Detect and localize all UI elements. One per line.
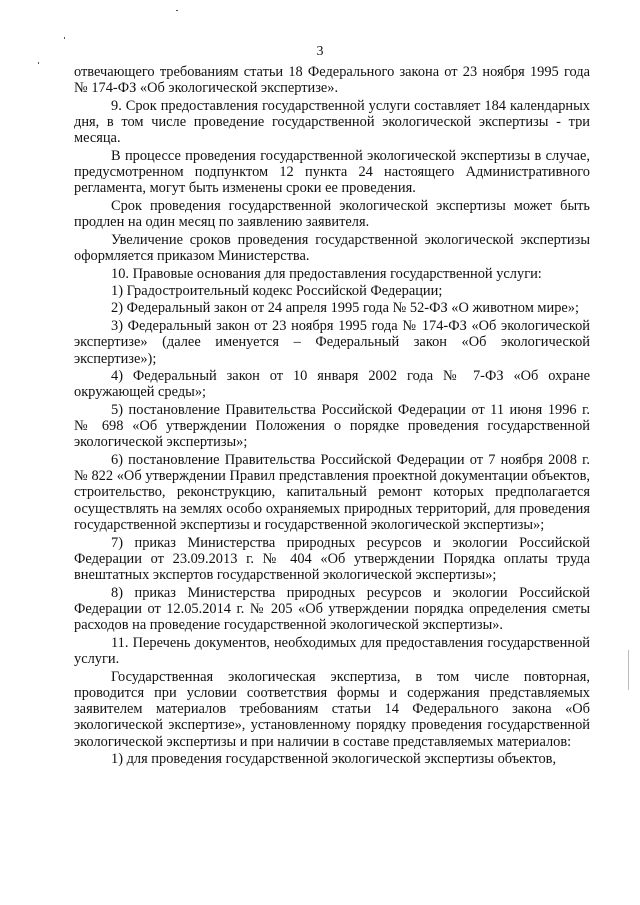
paragraph-continuation: отвечающего требованиям статьи 18 Федерального закона от 23 ноября 1995 года № 174-ФЗ «Об экологической экспертизе». [74,64,590,97]
scan-dot [176,10,178,11]
list-item: 5) постановление Правительства Российской Федерации от 11 июня 1996 г. № 698 «Об утверждении Положения о порядке проведения государственной экологической экспертизы»; [74,401,590,451]
paragraph: Государственная экологическая экспертиза, в том числе повторная, проводится при условии соответствия формы и содержания представляемых заявителем материалов требованиям статьи 14 Федерального закона «Об экологической экспертизе», установленному порядку проведения государственной экологической экспертизы и при наличии в составе представляемых материалов: [74,668,590,750]
list-item: 4) Федеральный закон от 10 января 2002 года № 7-ФЗ «Об охране окружающей среды»; [74,368,590,401]
list-item: 6) постановление Правительства Российской Федерации от 7 ноября 2008 г. № 822 «Об утверждении Правил представления проектной документации объектов, строительство, реконструкцию, капитальный ремонт которых предполагается осуществлять на землях особо охраняемых природных территорий, для проведения государственной экспертизы и государственной экологической экспертизы»; [74,451,590,534]
list-item: 3) Федеральный закон от 23 ноября 1995 года № 174-ФЗ «Об экологической экспертизе» (далее именуется – Федеральный закон «Об экологической экспертизе»); [74,317,590,367]
paragraph-item-11: 11. Перечень документов, необходимых для предоставления государственной услуги. [74,634,590,668]
paragraph: Срок проведения государственной экологической экспертизы может быть продлен на один месяц по заявлению заявителя. [74,197,590,231]
paragraph: Увеличение сроков проведения государственной экологической экспертизы оформляется приказом Министерства. [74,231,590,265]
page-number: 3 [316,44,324,59]
paragraph: В процессе проведения государственной экологической экспертизы в случае, предусмотренном подпунктом 12 пункта 24 настоящего Административного регламента, могут быть изменены сроки ее проведения. [74,147,590,197]
scan-edge-mark [628,650,629,690]
list-item: 2) Федеральный закон от 24 апреля 1995 года № 52-ФЗ «О животном мире»; [111,300,579,317]
scan-dot [38,62,39,64]
scan-dot [64,37,65,39]
list-item: 8) приказ Министерства природных ресурсов и экологии Российской Федерации от 12.05.2014 г. № 205 «Об утверждении порядка определения сметы расходов на проведение государственной экологической экспертизы». [74,584,590,634]
paragraph-item-10: 10. Правовые основания для предоставления государственной услуги: [111,265,542,282]
list-item: 1) для проведения государственной экологической экспертизы объектов, [111,751,557,768]
list-item: 1) Градостроительный кодекс Российской Федерации; [111,282,443,299]
paragraph-item-9: 9. Срок предоставления государственной услуги составляет 184 календарных дня, в том числе проведение государственной экологической экспертизы - три месяца. [74,97,590,147]
document-body [74,64,590,769]
list-item: 7) приказ Министерства природных ресурсов и экологии Российской Федерации от 23.09.2013 г. № 404 «Об утверждении Порядка оплаты труда внештатных экспертов государственной экологической экспертизы»; [74,534,590,584]
